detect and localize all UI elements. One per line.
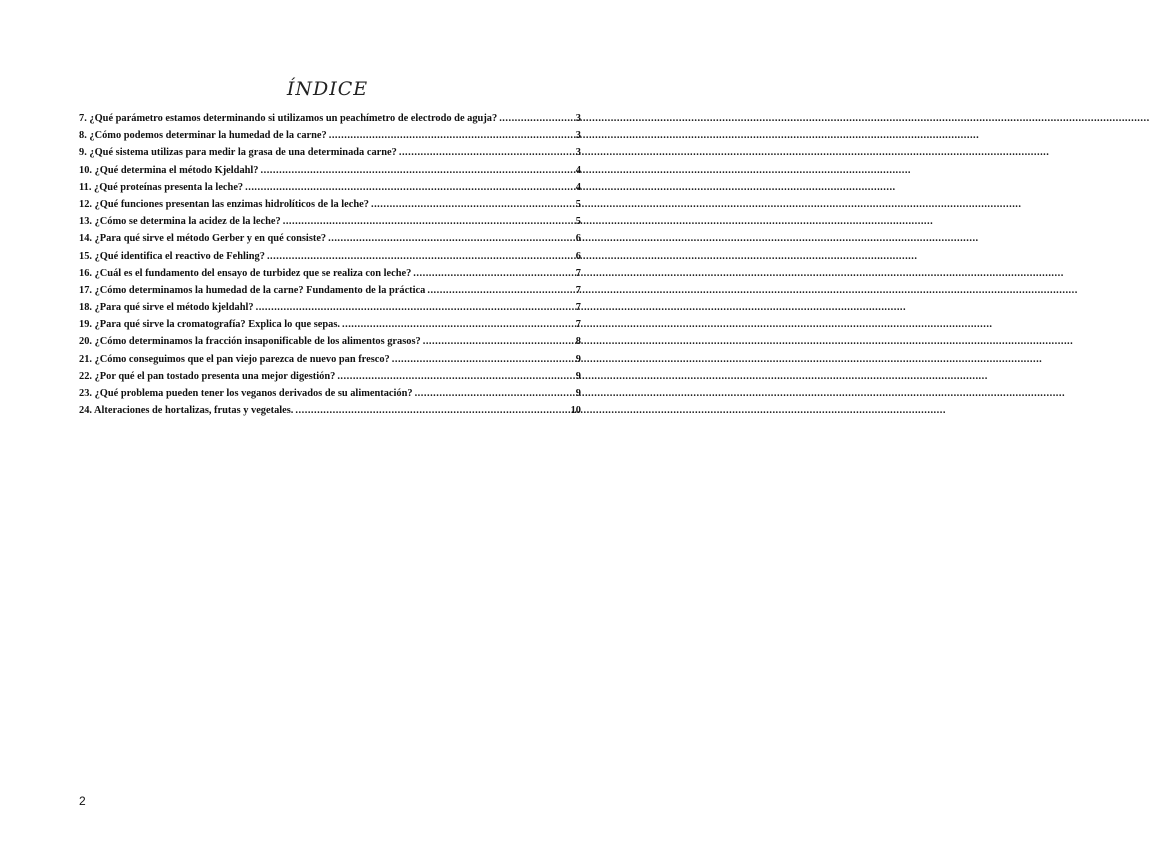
toc-entry-text: 11. ¿Qué proteínas presenta la leche?: [79, 181, 244, 193]
toc-entry[interactable]: [79, 179, 581, 196]
toc-entry-text: 9. ¿Qué sistema utilizas para medir la grasa de una determinada carne?: [79, 147, 397, 159]
table-of-contents: [79, 110, 581, 419]
toc-entry-page: 3: [575, 147, 581, 159]
toc-entry-page: 4: [575, 181, 581, 193]
toc-entry[interactable]: [79, 127, 581, 144]
toc-entry-page: 9: [575, 388, 581, 399]
toc-entry[interactable]: [79, 162, 581, 179]
toc-dot-leader: [415, 385, 573, 402]
toc-dot-leader: [283, 213, 573, 230]
toc-entry-text: 23. ¿Qué problema pueden tener los veganos derivados de su alimentación?: [79, 388, 413, 399]
toc-entry[interactable]: [79, 299, 581, 316]
toc-entry-page: 9: [575, 370, 581, 382]
toc-entry-page: 5: [575, 216, 581, 228]
toc-dot-leader: [399, 144, 573, 161]
toc-entry[interactable]: [79, 110, 581, 127]
toc-entry[interactable]: [79, 230, 581, 247]
toc-dot-leader: [371, 196, 573, 213]
toc-entry[interactable]: [79, 368, 581, 385]
toc-entry-text: 12. ¿Qué funciones presentan las enzimas hidrolíticos de la leche?: [79, 198, 369, 210]
toc-entry-page: 5: [575, 198, 581, 210]
toc-dot-leader: [261, 162, 573, 179]
toc-entry-text: 20. ¿Cómo determinamos la fracción insaponificable de los alimentos grasos?: [79, 336, 421, 348]
toc-entry[interactable]: [79, 196, 581, 213]
toc-entry-page: 7: [575, 319, 581, 331]
toc-entry[interactable]: [79, 282, 581, 299]
toc-dot-leader: [267, 248, 573, 265]
toc-entry-page: 10: [570, 405, 581, 417]
toc-entry-page: 9: [575, 353, 581, 365]
toc-dot-leader: [328, 230, 573, 247]
toc-dot-leader: [423, 333, 573, 350]
toc-entry-page: 6: [575, 250, 581, 262]
toc-entry-text: 7. ¿Qué parámetro estamos determinando si utilizamos un peachímetro de electrodo de aguja?: [79, 113, 498, 124]
toc-entry-page: 6: [575, 233, 581, 245]
toc-dot-leader: [392, 351, 573, 368]
toc-entry[interactable]: [79, 213, 581, 230]
toc-entry-page: 7: [575, 267, 581, 279]
toc-entry-page: 7: [575, 284, 581, 296]
toc-entry-text: 22. ¿Por qué el pan tostado presenta una mejor digestión?: [79, 370, 336, 382]
page-number: 2: [79, 794, 86, 808]
toc-entry-text: 19. ¿Para qué sirve la cromatografía? Explica lo que sepas.: [79, 319, 340, 331]
toc-entry[interactable]: [79, 316, 581, 333]
toc-dot-leader: [337, 368, 572, 385]
page-title: ÍNDICE: [286, 78, 369, 100]
toc-entry-page: 3: [575, 130, 581, 142]
toc-entry-text: 13. ¿Cómo se determina la acidez de la leche?: [79, 216, 281, 228]
toc-dot-leader: [413, 265, 573, 282]
toc-entry-page: 4: [575, 164, 581, 176]
toc-entry-text: 18. ¿Para qué sirve el método kjeldahl?: [79, 302, 254, 314]
toc-dot-leader: [295, 402, 567, 419]
toc-entry[interactable]: [79, 265, 581, 282]
toc-entry-page: 7: [575, 302, 581, 314]
toc-entry-text: 14. ¿Para qué sirve el método Gerber y en qué consiste?: [79, 233, 327, 245]
toc-entry-text: 24. Alteraciones de hortalizas, frutas y vegetales.: [79, 405, 294, 417]
toc-entry-page: 8: [575, 336, 581, 348]
toc-dot-leader: [256, 299, 573, 316]
toc-entry-text: 15. ¿Qué identifica el reactivo de Fehling?: [79, 250, 265, 262]
toc-dot-leader: [329, 127, 573, 144]
toc-entry[interactable]: [79, 402, 581, 419]
toc-entry[interactable]: [79, 248, 581, 265]
toc-entry[interactable]: [79, 351, 581, 368]
toc-entry[interactable]: [79, 385, 581, 402]
toc-entry[interactable]: [79, 144, 581, 161]
toc-entry-text: 17. ¿Cómo determinamos la humedad de la carne? Fundamento de la práctica: [79, 284, 426, 296]
toc-entry-text: 21. ¿Cómo conseguimos que el pan viejo parezca de nuevo pan fresco?: [79, 353, 390, 365]
toc-dot-leader: [499, 110, 573, 127]
toc-entry-text: 8. ¿Cómo podemos determinar la humedad de la carne?: [79, 130, 327, 142]
toc-entry-text: 10. ¿Qué determina el método Kjeldahl?: [79, 164, 259, 176]
toc-dot-leader: [427, 282, 572, 299]
toc-dot-leader: [245, 179, 573, 196]
toc-entry-page: 3: [575, 113, 581, 124]
toc-entry[interactable]: [79, 333, 581, 350]
toc-dot-leader: [342, 316, 573, 333]
toc-entry-text: 16. ¿Cuál es el fundamento del ensayo de turbidez que se realiza con leche?: [79, 267, 412, 279]
